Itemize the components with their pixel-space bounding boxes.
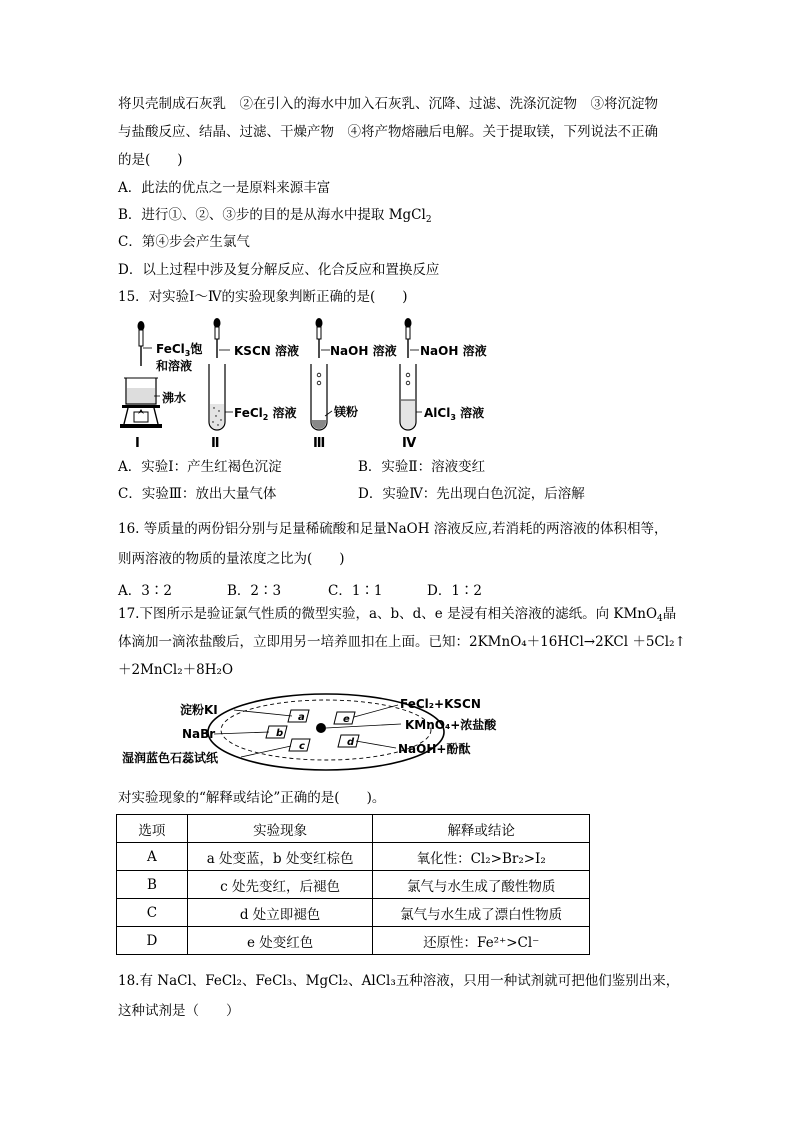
q14-line-2: 与盐酸反应、结晶、过滤、干燥产物 ④将产物熔融后电解。关于提取镁，下列说法不正确 [118, 124, 658, 140]
table-cell: 氯气与水生成了酸性物质 [373, 871, 590, 899]
q14-option-b-sub: 2 [425, 215, 432, 225]
table-cell: D [117, 927, 188, 955]
label-fecl2-kscn: FeCl₂+KSCN [400, 697, 481, 711]
paper-e: e [343, 714, 350, 725]
q17-line-1 [118, 605, 676, 623]
table-cell: B [117, 871, 188, 899]
fecl2-label: FeCl$_2$ 溶液 [234, 406, 297, 422]
experiment-2-apparatus [209, 318, 233, 430]
q17-table-intro: 对实验现象的“解释或结论”正确的是( )。 [118, 790, 386, 806]
q18-line-1: 18.有 NaCl、FeCl₂、FeCl₃、MgCl₂、AlCl₃五种溶液，只用一种试剂就可把他们鉴别出来， [118, 973, 680, 989]
roman-2: Ⅱ [211, 436, 220, 451]
table-row [117, 843, 590, 871]
paper-b: b [276, 728, 284, 739]
table-cell: e 处变红色 [187, 927, 373, 955]
table-header: 选项 [117, 815, 188, 843]
q17-line-1-text: 17.下图所示是验证氯气性质的微型实验，a、b、d、e 是浸有相关溶液的滤纸。向 KMnO [118, 606, 658, 622]
q15-option-c: C．实验Ⅲ：放出大量气体 [118, 486, 277, 502]
table-cell: 氯气与水生成了漂白性物质 [373, 899, 590, 927]
fecl3-label-a: FeCl$_3$饱 [156, 342, 203, 358]
q17-line-1-end: 晶 [662, 606, 677, 622]
q14-option-b-text: B．进行①、②、③步的目的是从海水中提取 MgCl [118, 207, 426, 223]
q14-line-1: 将贝壳制成石灰乳 ②在引入的海水中加入石灰乳、沉降、过滤、洗涤沉淀物 ③将沉淀物 [118, 96, 658, 112]
roman-3: Ⅲ [313, 436, 326, 451]
roman-1: Ⅰ [135, 436, 140, 451]
experiment-1-apparatus [120, 321, 162, 428]
q17-line-2: 体滴加一滴浓盐酸后，立即用另一培养皿扣在上面。已知：2KMnO₄＋16HCl→2KCl ＋5Cl₂↑ [118, 634, 686, 650]
paper-d: d [347, 737, 355, 748]
q16-option-a: A．3∶2 [118, 583, 172, 599]
table-cell: C [117, 899, 188, 927]
q16-option-b: B．2∶3 [227, 583, 282, 599]
q17-petri-dish-figure [116, 690, 516, 780]
q14-option-d: D．以上过程中涉及复分解反应、化合反应和置换反应 [118, 262, 440, 278]
label-naoh-phenolphthalein: NaOH+酚酞 [398, 742, 471, 756]
table-cell: 还原性：Fe²⁺>Cl⁻ [373, 927, 590, 955]
table-header-row [117, 815, 590, 843]
q14-option-a: A．此法的优点之一是原料来源丰富 [118, 180, 331, 196]
q16-line-2: 则两溶液的物质的量浓度之比为( ) [118, 551, 345, 567]
table-cell: 氧化性：Cl₂>Br₂>I₂ [373, 843, 590, 871]
q15-stem: 15．对实验Ⅰ～Ⅳ的实验现象判断正确的是( ) [118, 289, 408, 305]
table-row [117, 899, 590, 927]
kscn-label: KSCN 溶液 [234, 344, 299, 358]
q15-experiment-figure [116, 312, 516, 452]
mg-powder-label: 镁粉 [334, 405, 359, 419]
roman-4: Ⅳ [402, 436, 417, 451]
q14-line-3: 的是( ) [118, 152, 183, 168]
table-row [117, 927, 590, 955]
q16-option-c: C．1∶1 [328, 583, 383, 599]
q15-option-b: B．实验Ⅱ：溶液变红 [358, 459, 486, 475]
q17-line-1-sub: 4 [657, 614, 663, 624]
naoh-label-2: NaOH 溶液 [420, 344, 487, 358]
q15-option-a: A．实验Ⅰ：产生红褐色沉淀 [118, 459, 282, 475]
fecl3-label-b: 和溶液 [156, 359, 193, 373]
table-row [117, 871, 590, 899]
kmno4-center [316, 723, 326, 733]
label-kmno4-hcl: KMnO₄+浓盐酸 [405, 718, 497, 732]
paper-c: c [299, 741, 305, 752]
table-cell: A [117, 843, 188, 871]
label-starch-ki: 淀粉KI [180, 703, 218, 717]
q16-line-1: 16. 等质量的两份铝分别与足量稀硫酸和足量NaOH 溶液反应,若消耗的两溶液的体积相等， [118, 521, 668, 537]
experiment-4-apparatus [400, 318, 422, 430]
q18-line-2: 这种试剂是（ ） [118, 1003, 240, 1019]
alcl3-label: AlCl$_3$ 溶液 [424, 406, 485, 422]
experiment-3-apparatus [311, 318, 332, 430]
label-nabr: NaBr [182, 727, 216, 741]
label-litmus-paper: 湿润蓝色石蕊试纸 [122, 751, 219, 765]
q14-option-b [118, 206, 432, 224]
table-cell: a 处变蓝，b 处变红棕色 [187, 843, 373, 871]
q15-option-d: D．实验Ⅳ：先出现白色沉淀，后溶解 [358, 486, 585, 502]
naoh-label-1: NaOH 溶液 [330, 344, 397, 358]
paper-a: a [298, 712, 305, 723]
q17-line-3: ＋2MnCl₂＋8H₂O [118, 662, 234, 678]
q14-option-c: C．第④步会产生氯气 [118, 234, 250, 250]
boiling-water-label: 沸水 [162, 391, 187, 405]
q17-answer-table [116, 814, 590, 955]
q16-option-d: D．1∶2 [427, 583, 483, 599]
table-cell: c 处先变红，后褪色 [187, 871, 373, 899]
table-header: 实验现象 [187, 815, 373, 843]
table-header: 解释或结论 [373, 815, 590, 843]
table-cell: d 处立即褪色 [187, 899, 373, 927]
